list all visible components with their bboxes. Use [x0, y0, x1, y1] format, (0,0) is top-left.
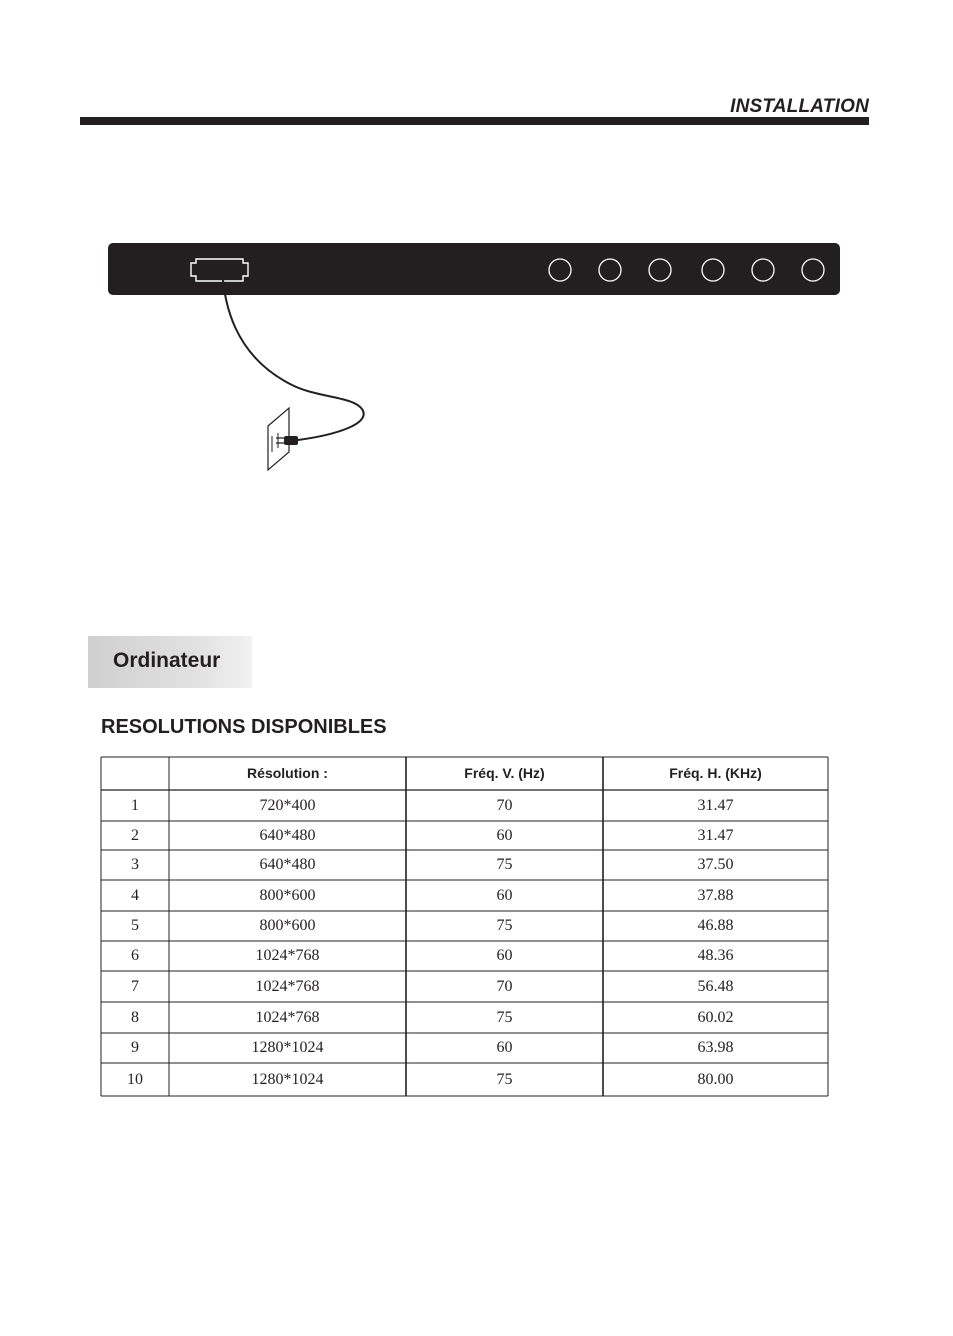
table-cell: 7: [131, 978, 139, 995]
table-cell: 37.50: [697, 856, 734, 873]
table-cell: 80.00: [697, 1071, 734, 1088]
power-cable: [222, 270, 364, 440]
table-cell: 1024*768: [255, 1009, 320, 1026]
table-cell: 2: [131, 827, 139, 844]
table-cell: 800*600: [259, 887, 316, 904]
table-cell: 10: [127, 1071, 143, 1088]
table-cell: 46.88: [697, 917, 734, 934]
table-cell: 31.47: [697, 827, 734, 844]
table-cell: 75: [496, 917, 513, 934]
table-cell: 800*600: [259, 917, 316, 934]
table-cell: 37.88: [697, 887, 734, 904]
resolution-table: [101, 757, 828, 1096]
section-tab: [88, 636, 252, 688]
table-cell: 75: [496, 856, 513, 873]
table-cell: 75: [496, 1009, 513, 1026]
table-cell: 63.98: [697, 1039, 734, 1056]
table-header-cell: Résolution :: [247, 765, 328, 781]
table-header-cell: Fréq. H. (KHz): [669, 765, 762, 781]
page-header-title: INSTALLATION: [730, 96, 869, 117]
table-cell: 70: [496, 797, 513, 814]
table-cell: 70: [496, 978, 513, 995]
tv-rear-panel: [108, 243, 840, 295]
table-cell: 4: [131, 887, 139, 904]
table-cell: 3: [131, 856, 139, 873]
table-cell: 1280*1024: [251, 1071, 324, 1088]
table-cell: 60: [496, 887, 513, 904]
table-cell: 1024*768: [255, 978, 320, 995]
section-title: Ordinateur: [113, 649, 221, 672]
table-cell: 1024*768: [255, 947, 320, 964]
table-cell: 31.47: [697, 797, 734, 814]
table-cell: 8: [131, 1009, 139, 1026]
table-cell: 5: [131, 917, 139, 934]
table-cell: 6: [131, 947, 139, 964]
table-cell: 60: [496, 947, 513, 964]
table-cell: 60: [496, 1039, 513, 1056]
wall-outlet-icon: [268, 408, 298, 470]
table-header-cell: [101, 757, 169, 790]
table-cell: 60.02: [697, 1009, 734, 1026]
table-cell: 56.48: [697, 978, 734, 995]
table-header-cell: Fréq. V. (Hz): [464, 765, 545, 781]
table-cell: 1: [131, 797, 139, 814]
table-cell: 48.36: [697, 947, 734, 964]
table-cell: 640*480: [259, 856, 316, 873]
table-heading: RESOLUTIONS DISPONIBLES: [101, 716, 387, 738]
table-cell: 1280*1024: [251, 1039, 324, 1056]
table-cell: 9: [131, 1039, 139, 1056]
table-cell: 640*480: [259, 827, 316, 844]
table-cell: 60: [496, 827, 513, 844]
table-cell: 720*400: [259, 797, 316, 814]
connection-diagram: [0, 0, 953, 600]
table-cell: 75: [496, 1071, 513, 1088]
